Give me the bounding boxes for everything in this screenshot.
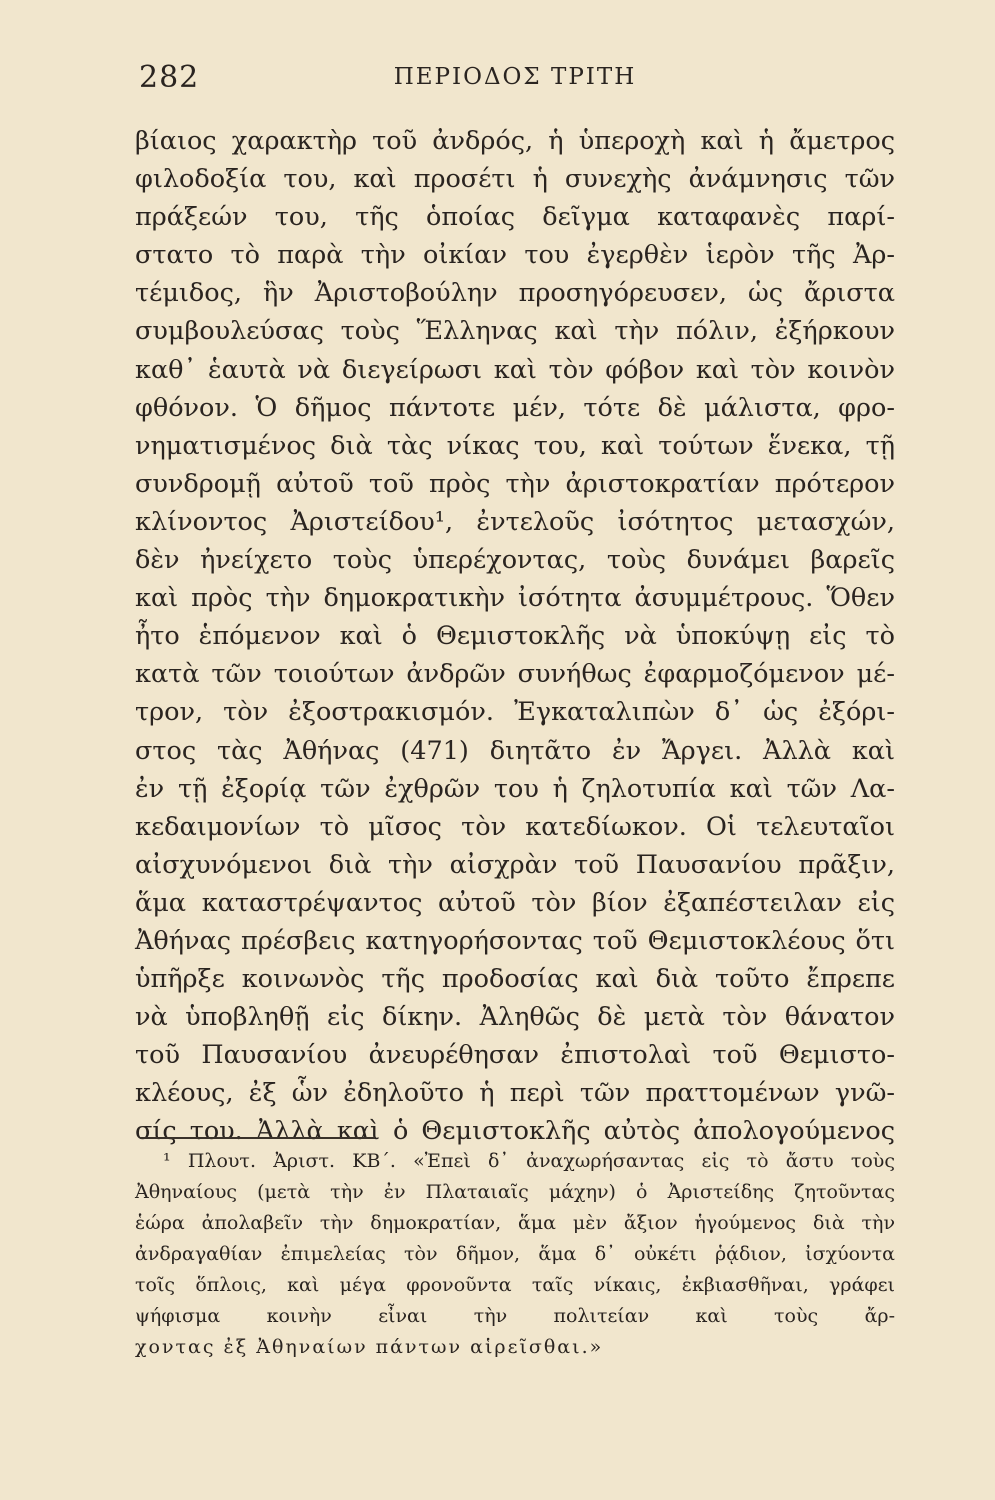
text-line: Ἀθήνας πρέσβεις κατηγορήσοντας τοῦ Θεμιστοκλέους ὅτι (135, 925, 895, 956)
footnote-line: Ἀθηναίους (μετὰ τὴν ἐν Πλαταιαῖς μάχην) ὁ Ἀριστείδης ζητοῦντας (135, 1181, 895, 1203)
footnote-line: ἑώρα ἀπολαβεῖν τὴν δημοκρατίαν, ἅμα μὲν ἄξιον ἡγούμενος διὰ τὴν (135, 1212, 895, 1234)
footnote-line: τοῖς ὅπλοις, καὶ μέγα φρονοῦντα ταῖς νίκαις, ἐκβιασθῆναι, γράφει (135, 1274, 895, 1296)
text-line: συνδρομῇ αὐτοῦ τοῦ πρὸς τὴν ἀριστοκρατίαν πρότερον (135, 468, 895, 499)
text-line: σίς του. Ἀλλὰ καὶ ὁ Θεμιστοκλῆς αὐτὸς ἀπολογούμενος (135, 1116, 895, 1147)
footnote-line: ψήφισμα κοινὴν εἶναι τὴν πολιτείαν καὶ τοὺς ἄρ- (135, 1305, 895, 1327)
text-line: κεδαιμονίων τὸ μῖσος τὸν κατεδίωκον. Οἱ τελευταῖοι (135, 811, 895, 842)
text-line: αἰσχυνόμενοι διὰ τὴν αἰσχρὰν τοῦ Παυσανίου πρᾶξιν, (135, 849, 895, 880)
footnote-rule (140, 1137, 375, 1139)
text-line: νὰ ὑποβληθῇ εἰς δίκην. Ἀληθῶς δὲ μετὰ τὸν θάνατον (135, 1002, 895, 1033)
footnote-line: ¹ Πλουτ. Ἀριστ. ΚΒ΄. «Ἐπεὶ δ᾽ ἀναχωρήσαντας εἰς τὸ ἄστυ τοὺς (163, 1150, 895, 1172)
text-line: ὑπῆρξε κοινωνὸς τῆς προδοσίας καὶ διὰ τοῦτο ἔπρεπε (135, 964, 895, 995)
text-line: κλίνοντος Ἀριστείδου¹, ἐντελοῦς ἰσότητος μετασχών, (135, 506, 895, 537)
page-number: 282 (139, 60, 200, 95)
body-text (135, 122, 895, 1151)
running-head: ΠΕΡΙΟΔΟΣ ΤΡΙΤΗ (393, 64, 637, 90)
footnotes (135, 1146, 895, 1363)
footnote-line: χοντας ἐξ Ἀθηναίων πάντων αἱρεῖσθαι.» (135, 1336, 604, 1358)
text-line: τοῦ Παυσανίου ἀνευρέθησαν ἐπιστολαὶ τοῦ Θεμιστο- (135, 1040, 895, 1071)
text-line: καὶ πρὸς τὴν δημοκρατικὴν ἰσότητα ἀσυμμέτρους. Ὅθεν (135, 583, 895, 614)
text-line: ἦτο ἑπόμενον καὶ ὁ Θεμιστοκλῆς νὰ ὑποκύψῃ εἰς τὸ (135, 621, 895, 652)
text-line: βίαιος χαρακτὴρ τοῦ ἀνδρός, ἡ ὑπεροχὴ καὶ ἡ ἄμετρος (135, 126, 895, 156)
footnote-line: ἀνδραγαθίαν ἐπιμελείας τὸν δῆμον, ἅμα δ᾽ οὐκέτι ῥᾴδιον, ἰσχύοντα (135, 1243, 895, 1265)
text-line: τέμιδος, ἣν Ἀριστοβούλην προσηγόρευσεν, ὡς ἄριστα (135, 278, 895, 309)
text-line: ἐν τῇ ἐξορίᾳ τῶν ἐχθρῶν του ἡ ζηλοτυπία καὶ τῶν Λα- (135, 773, 895, 804)
text-line: φιλοδοξία του, καὶ προσέτι ἡ συνεχὴς ἀνάμνησις τῶν (135, 164, 895, 195)
text-line: στος τὰς Ἀθήνας (471) διητᾶτο ἐν Ἄργει. Ἀλλὰ καὶ (135, 735, 895, 766)
text-line: πράξεών του, τῆς ὁποίας δεῖγμα καταφανὲς παρί- (135, 202, 895, 233)
text-line: στατο τὸ παρὰ τὴν οἰκίαν του ἐγερθὲν ἱερὸν τῆς Ἀρ- (135, 240, 895, 271)
text-line: συμβουλεύσας τοὺς Ἕλληνας καὶ τὴν πόλιν, ἐξήρκουν (135, 316, 895, 347)
text-line: δὲν ἠνείχετο τοὺς ὑπερέχοντας, τοὺς δυνάμει βαρεῖς (135, 545, 895, 576)
text-line: ἅμα καταστρέψαντος αὐτοῦ τὸν βίον ἐξαπέστειλαν εἰς (135, 887, 895, 918)
text-line: τρον, τὸν ἐξοστρακισμόν. Ἐγκαταλιπὼν δ᾽ ὡς ἐξόρι- (135, 697, 895, 728)
text-line: κλέους, ἐξ ὧν ἐδηλοῦτο ἡ περὶ τῶν πραττομένων γνῶ- (135, 1078, 895, 1109)
text-line: νηματισμένος διὰ τὰς νίκας του, καὶ τούτων ἕνεκα, τῇ (135, 430, 895, 461)
page-header (135, 52, 895, 102)
text-line: φθόνον. Ὁ δῆμος πάντοτε μέν, τότε δὲ μάλιστα, φρο- (135, 392, 895, 423)
text-line: κατὰ τῶν τοιούτων ἀνδρῶν συνήθως ἐφαρμοζόμενον μέ- (135, 659, 895, 690)
text-line: καθ᾽ ἑαυτὰ νὰ διεγείρωσι καὶ τὸν φόβον καὶ τὸν κοινὸν (135, 354, 895, 385)
